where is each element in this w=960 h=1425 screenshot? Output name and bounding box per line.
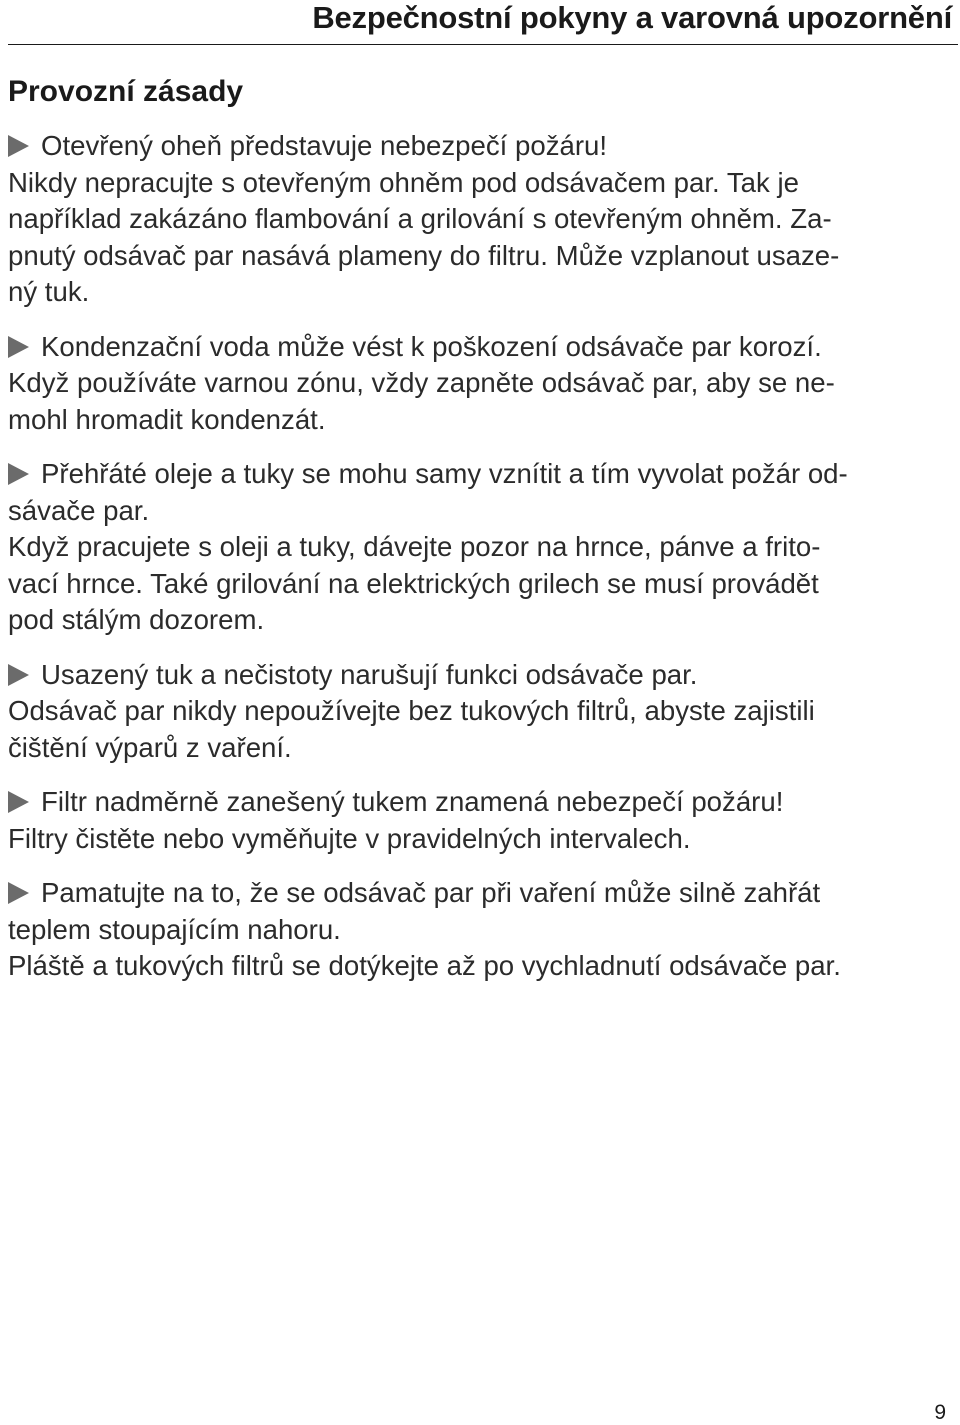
instruction-item: [8, 329, 950, 439]
instruction-item: [8, 456, 950, 639]
instruction-line: teplem stoupajícím nahoru.: [8, 913, 341, 945]
instruction-line: Odsávač par nikdy nepoužívejte bez tukových filtrů, abyste zajistili: [8, 695, 815, 726]
instruction-line: Nikdy nepracujte s otevřeným ohněm pod odsávačem par. Tak je: [8, 166, 799, 198]
triangle-bullet-icon: [8, 791, 29, 813]
instruction-line: mohl hromadit kondenzát.: [8, 403, 326, 435]
instruction-line: čištění výparů z vaření.: [8, 731, 292, 763]
instruction-line: sávače par.: [8, 494, 150, 526]
instruction-line: Když pracujete s oleji a tuky, dávejte pozor na hrnce, pánve a frito-: [8, 531, 821, 562]
instruction-item: [8, 784, 950, 857]
safety-instructions: [8, 128, 950, 1003]
section-heading: Provozní zásady: [8, 75, 244, 108]
triangle-bullet-icon: [8, 463, 29, 485]
instruction-lead-line: Otevřený oheň představuje nebezpečí požáru!: [8, 128, 950, 165]
triangle-bullet-icon: [8, 882, 29, 904]
instruction-line: Pláště a tukových filtrů se dotýkejte až po vychladnutí odsávače par.: [8, 950, 841, 981]
instruction-lead-line: Přehřáté oleje a tuky se mohu samy vznítit a tím vyvolat požár od-: [8, 456, 950, 493]
header-divider: [8, 44, 958, 45]
triangle-bullet-icon: [8, 135, 29, 157]
page-header-title: Bezpečnostní pokyny a varovná upozornění: [312, 0, 952, 35]
instruction-line: Když používáte varnou zónu, vždy zapněte odsávač par, aby se ne-: [8, 367, 835, 398]
instruction-lead-line: Kondenzační voda může vést k poškození odsávače par korozí.: [8, 329, 950, 366]
triangle-bullet-icon: [8, 336, 29, 358]
instruction-line: pnutý odsávač par nasává plameny do filtru. Může vzplanout usaze-: [8, 239, 840, 271]
instruction-item: [8, 875, 950, 985]
page-number: 9: [934, 1401, 946, 1424]
instruction-lead-line: Pamatujte na to, že se odsávač par při vaření může silně zahřát: [8, 875, 950, 912]
instruction-lead-line: Usazený tuk a nečistoty narušují funkci odsávače par.: [8, 657, 950, 694]
instruction-line: například zakázáno flambování a grilování s otevřeným ohněm. Za-: [8, 203, 832, 234]
instruction-line: vací hrnce. Také grilování na elektrických grilech se musí provádět: [8, 567, 819, 599]
instruction-line: Filtry čistěte nebo vyměňujte v pravidelných intervalech.: [8, 822, 691, 854]
instruction-item: [8, 128, 950, 311]
instruction-lead-line: Filtr nadměrně zanešený tukem znamená nebezpečí požáru!: [8, 784, 950, 821]
triangle-bullet-icon: [8, 664, 29, 686]
instruction-item: [8, 657, 950, 767]
instruction-line: ný tuk.: [8, 276, 90, 307]
instruction-line: pod stálým dozorem.: [8, 604, 265, 635]
